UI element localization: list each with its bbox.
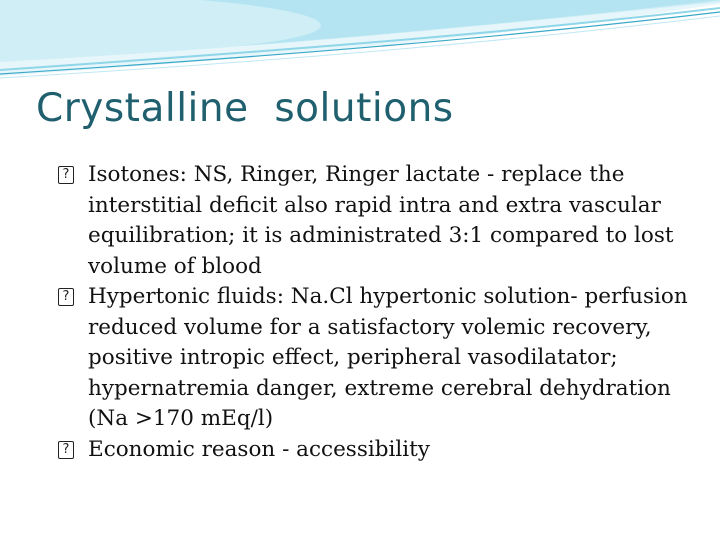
missing-glyph-bullet-icon: ?	[58, 288, 74, 306]
missing-glyph-bullet-icon: ?	[58, 166, 74, 184]
slide-title: Crystalline solutions	[36, 86, 454, 131]
bullet-item-economic	[58, 435, 708, 466]
bullet-item-hypertonic	[58, 282, 708, 435]
bullet-item-isotones	[58, 160, 708, 282]
bullet-text: Isotones: NS, Ringer, Ringer lactate - replace the interstitial deficit also rapid intra and extra vascular equilibration; it is administrated 3:1 compared to lost volume of blood	[88, 162, 674, 279]
header-wave-decoration	[0, 0, 720, 90]
bullet-text: Economic reason - accessibility	[88, 436, 430, 462]
bullet-text: Hypertonic fluids: Na.Cl hypertonic solution- perfusion reduced volume for a satisfactory volemic recovery, positive intropic effect, peripheral vasodilatator; hypernatremia danger, extreme cerebral dehydration (Na >170 mEq/l)	[88, 284, 688, 431]
bullet-list	[58, 160, 708, 465]
missing-glyph-bullet-icon: ?	[58, 441, 74, 459]
